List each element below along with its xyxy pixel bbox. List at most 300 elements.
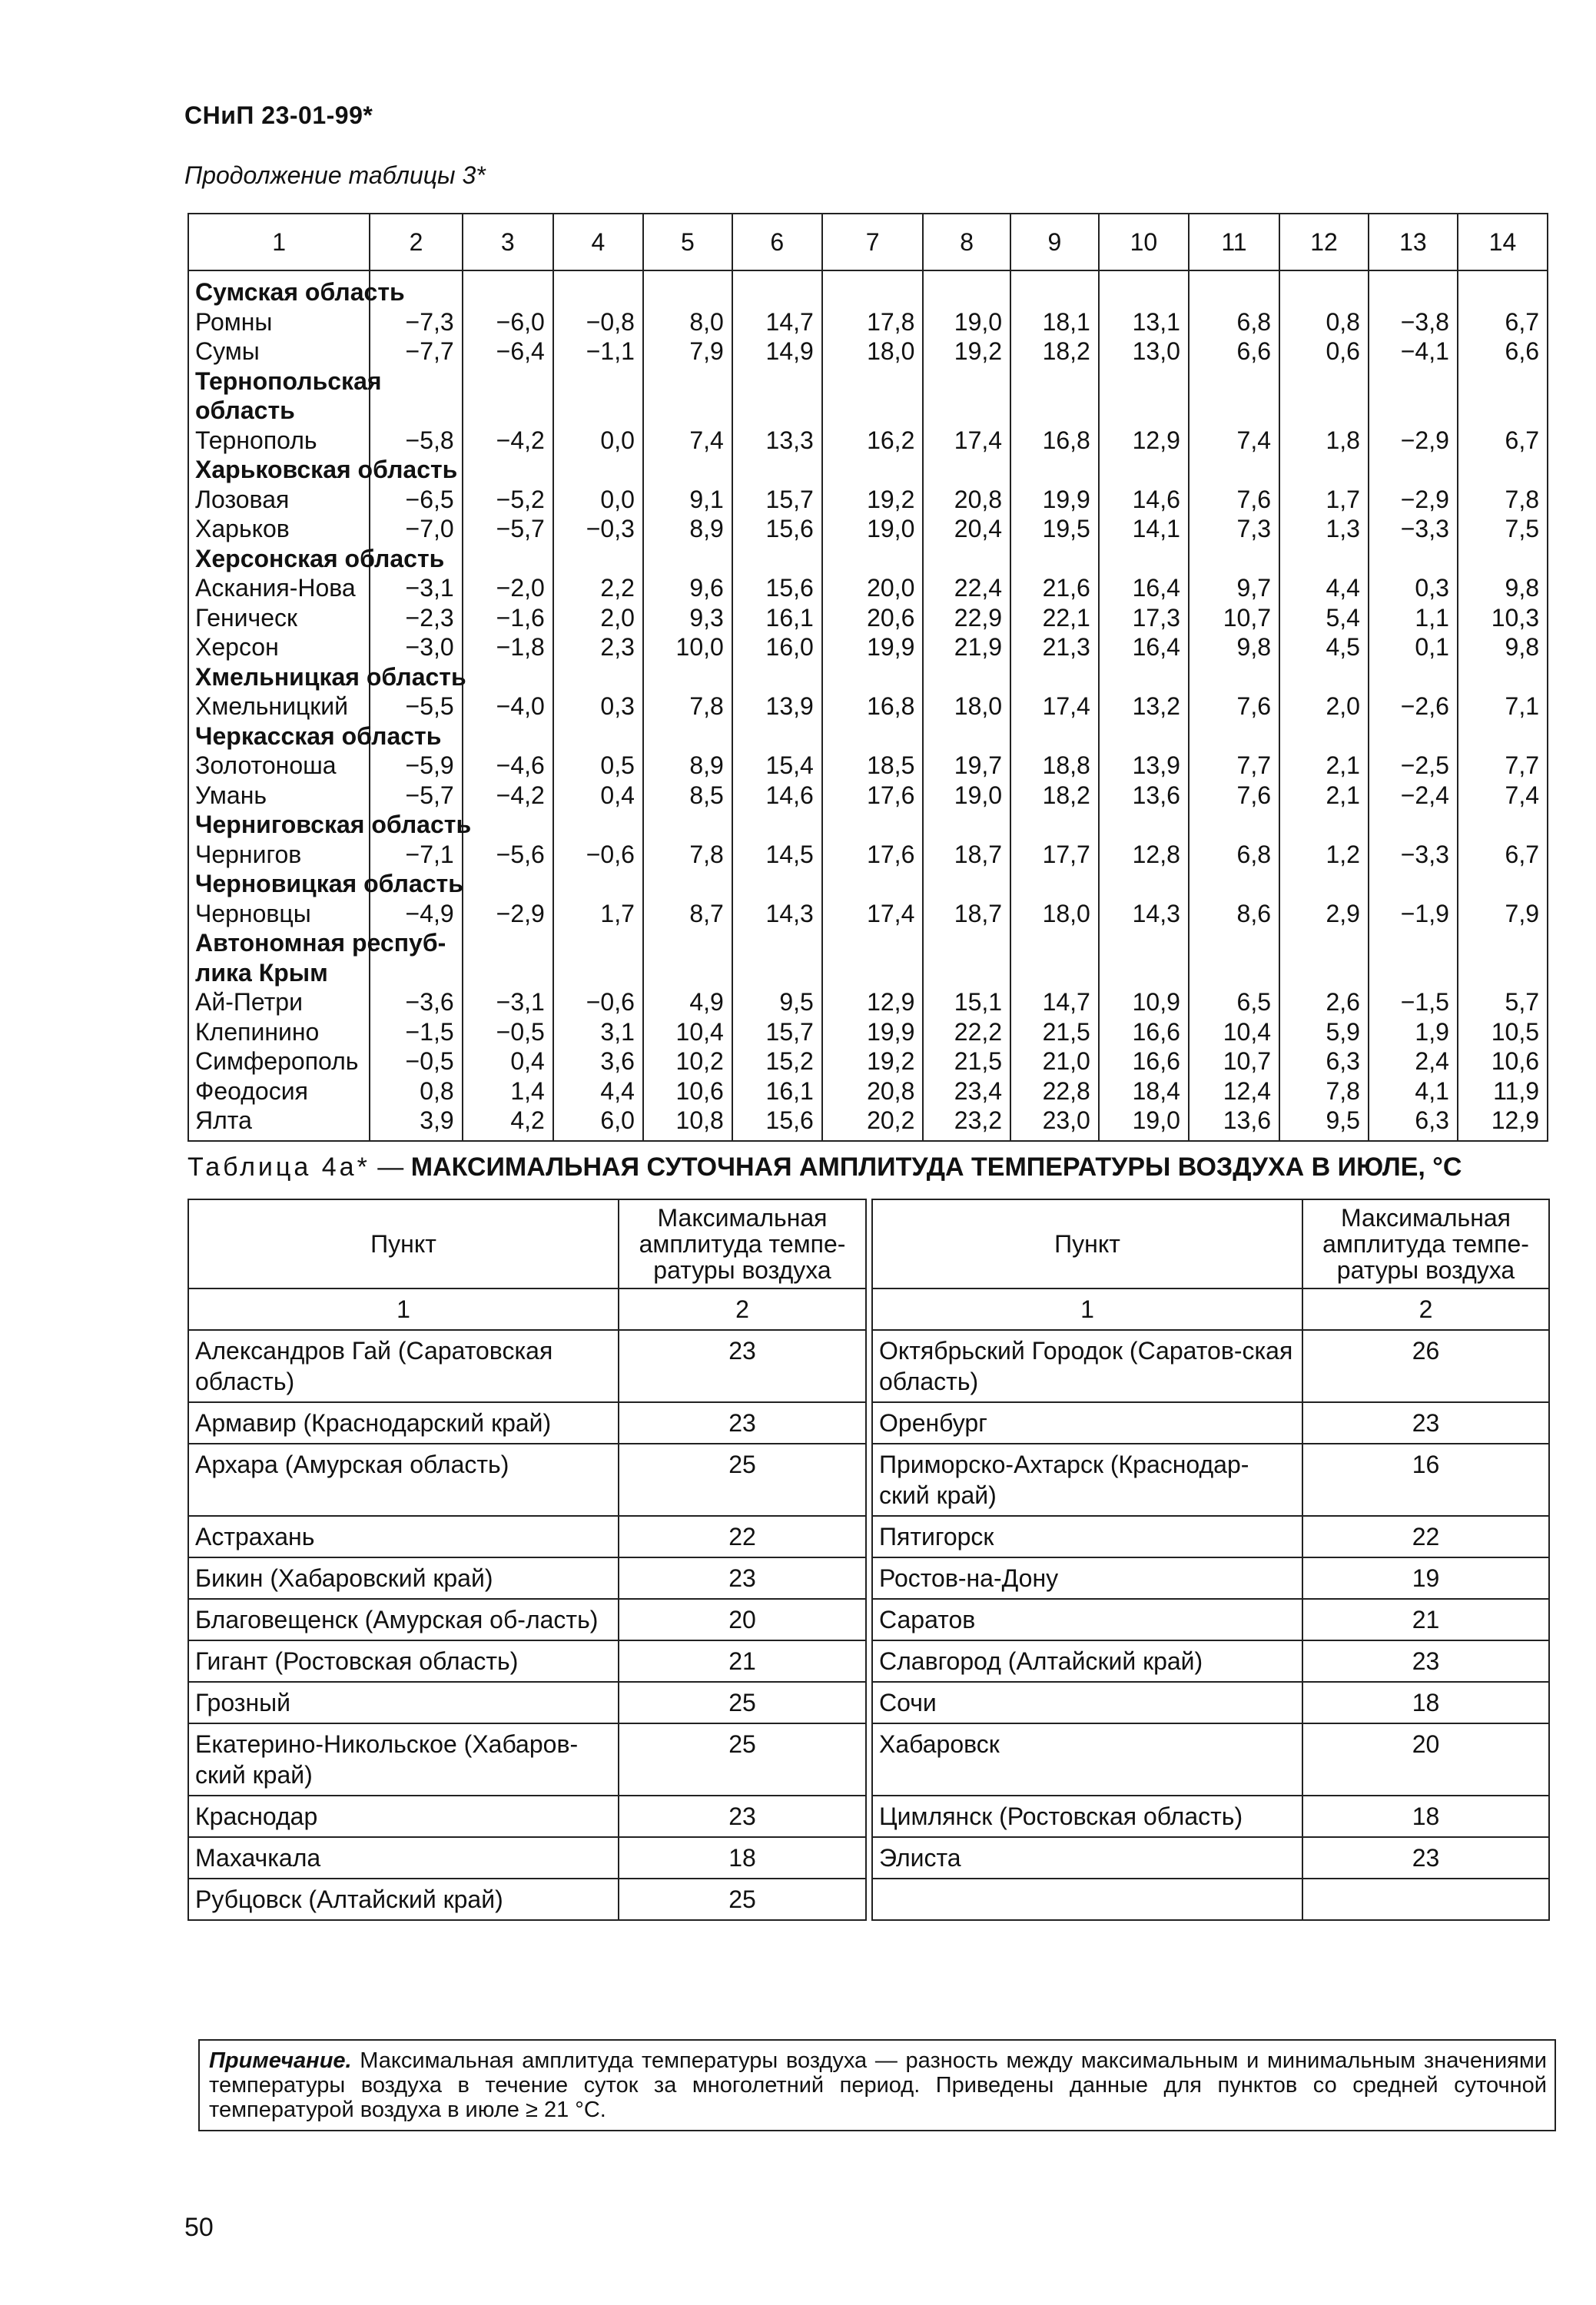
temperature-value: 21,9 — [954, 633, 1003, 661]
temperature-value: 16,0 — [765, 633, 814, 661]
temperature-value: −5,6 — [496, 840, 545, 868]
temperature-value: 10,8 — [675, 1106, 724, 1134]
temperature-value — [1369, 869, 1457, 899]
table-3-header-row — [188, 214, 1548, 270]
temperature-value: 22,2 — [954, 1017, 1003, 1046]
temperature-value: 9,5 — [1326, 1106, 1360, 1134]
temperature-value: −4,2 — [496, 426, 545, 454]
temperature-value — [644, 366, 732, 396]
table-3-values-column — [1279, 270, 1369, 1141]
temperature-value: 10,7 — [1223, 603, 1272, 632]
amplitude-value: 18 — [1302, 1682, 1549, 1723]
amplitude-value: 23 — [619, 1402, 866, 1444]
temperature-value: 10,7 — [1223, 1047, 1272, 1075]
temperature-value: −1,9 — [1400, 899, 1449, 927]
column-number: 11 — [1189, 214, 1279, 270]
temperature-value — [1458, 869, 1547, 899]
table-row — [188, 1599, 1549, 1640]
temperature-value: 18,7 — [954, 840, 1003, 868]
temperature-value: −5,9 — [405, 751, 454, 779]
temperature-value — [644, 544, 732, 574]
temperature-value: 14,9 — [765, 337, 814, 365]
temperature-value — [1011, 366, 1098, 396]
temperature-value: 6,5 — [1236, 988, 1272, 1016]
temperature-value — [1011, 928, 1098, 958]
temperature-value: −0,5 — [405, 1047, 454, 1075]
temperature-value: 0,1 — [1415, 633, 1449, 661]
temperature-value — [370, 958, 461, 988]
temperature-value: 18,2 — [1042, 337, 1090, 365]
temperature-value — [823, 277, 923, 307]
temperature-value: 19,5 — [1042, 515, 1090, 542]
column-number: 7 — [822, 214, 924, 270]
temperature-value — [1011, 455, 1098, 485]
amplitude-value: 26 — [1302, 1330, 1549, 1402]
temperature-value — [733, 721, 821, 751]
column-gap — [866, 1330, 872, 1402]
column-gap — [866, 1599, 872, 1640]
temperature-value — [1011, 810, 1098, 840]
temperature-value — [733, 277, 821, 307]
point-name: Сочи — [872, 1682, 1302, 1723]
column-header-amplitude: Максимальная амплитуда темпе-ратуры воздуха — [619, 1199, 866, 1288]
point-name: Пятигорск — [872, 1516, 1302, 1557]
temperature-value — [644, 721, 732, 751]
temperature-value: 20,8 — [954, 485, 1003, 513]
table-3-values-column — [553, 270, 643, 1141]
column-gap — [866, 1682, 872, 1723]
temperature-value — [1190, 928, 1279, 958]
temperature-value: −6,5 — [405, 485, 454, 513]
temperature-value: −4,6 — [496, 751, 545, 779]
region-heading: Тернопольская — [195, 366, 382, 395]
temperature-value: 19,0 — [954, 307, 1003, 336]
temperature-value — [924, 869, 1010, 899]
temperature-value: −1,8 — [496, 633, 545, 661]
temperature-value: 6,6 — [1236, 337, 1272, 365]
temperature-value: 19,2 — [867, 1047, 915, 1075]
column-gap — [866, 1444, 872, 1516]
temperature-value — [1100, 810, 1188, 840]
temperature-value: 7,9 — [1505, 899, 1539, 927]
temperature-value: 16,4 — [1132, 633, 1180, 661]
temperature-value — [1011, 662, 1098, 692]
temperature-value: 16,1 — [765, 603, 814, 632]
column-number: 4 — [553, 214, 643, 270]
temperature-value — [1458, 396, 1547, 426]
temperature-value: −2,9 — [1400, 485, 1449, 513]
temperature-value — [554, 396, 642, 426]
temperature-value: 0,3 — [1415, 574, 1449, 602]
table-row — [188, 1796, 1549, 1837]
temperature-value: 3,9 — [420, 1106, 454, 1134]
temperature-value: −1,5 — [1400, 988, 1449, 1016]
temperature-value: 20,4 — [954, 515, 1003, 542]
temperature-value — [1100, 396, 1188, 426]
temperature-value — [1190, 366, 1279, 396]
temperature-value — [1369, 721, 1457, 751]
temperature-value: −2,5 — [1400, 751, 1449, 779]
temperature-value — [1100, 277, 1188, 307]
temperature-value: 17,4 — [1042, 692, 1090, 720]
amplitude-value: 20 — [1302, 1723, 1549, 1796]
temperature-value: 18,0 — [1042, 899, 1090, 927]
temperature-value: 0,5 — [600, 751, 635, 779]
temperature-value — [823, 721, 923, 751]
place-name: Геническ — [195, 603, 297, 632]
temperature-value: 21,0 — [1042, 1047, 1090, 1075]
amplitude-value: 25 — [619, 1444, 866, 1516]
temperature-value — [1280, 544, 1368, 574]
temperature-value — [1369, 396, 1457, 426]
amplitude-value: 23 — [1302, 1402, 1549, 1444]
place-name: Симферополь — [195, 1047, 359, 1075]
page-number: 50 — [184, 2213, 214, 2242]
temperature-value: −0,6 — [586, 988, 635, 1016]
temperature-value: 12,8 — [1132, 840, 1180, 868]
temperature-value: 3,6 — [600, 1047, 635, 1075]
temperature-value — [924, 721, 1010, 751]
temperature-value: 13,1 — [1132, 307, 1180, 336]
temperature-value: 14,3 — [765, 899, 814, 927]
temperature-value: 7,5 — [1505, 515, 1539, 542]
temperature-value: 9,1 — [689, 485, 724, 513]
column-gap — [866, 1557, 872, 1599]
temperature-value: 8,5 — [689, 781, 724, 809]
temperature-value — [823, 662, 923, 692]
point-name: Краснодар — [188, 1796, 619, 1837]
temperature-value: 22,9 — [954, 603, 1003, 632]
temperature-value: 18,7 — [954, 899, 1003, 927]
temperature-value: 18,1 — [1042, 307, 1090, 336]
temperature-value — [463, 455, 552, 485]
temperature-value — [1100, 928, 1188, 958]
temperature-value — [924, 662, 1010, 692]
temperature-value: −2,3 — [405, 603, 454, 632]
temperature-value: 14,7 — [765, 307, 814, 336]
temperature-value: 10,6 — [675, 1076, 724, 1105]
amplitude-value: 18 — [619, 1837, 866, 1879]
place-name: Хмельницкий — [195, 692, 349, 720]
temperature-value: 14,1 — [1132, 515, 1180, 542]
table-4a-header-row — [188, 1199, 1549, 1288]
temperature-value — [1100, 721, 1188, 751]
temperature-value: 19,0 — [867, 515, 915, 542]
temperature-value: 3,1 — [600, 1017, 635, 1046]
temperature-value — [1369, 958, 1457, 988]
place-name: Ай-Петри — [195, 988, 303, 1016]
table-4a-heading: МАКСИМАЛЬНАЯ СУТОЧНАЯ АМПЛИТУДА ТЕМПЕРАТУРЫ ВОЗДУХА В ИЮЛЕ, °С — [410, 1152, 1462, 1182]
temperature-value: 8,9 — [689, 751, 724, 779]
temperature-value: 5,7 — [1505, 988, 1539, 1016]
region-heading: Сумская область — [195, 278, 405, 306]
temperature-value: −4,1 — [1400, 337, 1449, 365]
temperature-value: 2,0 — [600, 603, 635, 632]
table-row — [188, 1682, 1549, 1723]
temperature-value: −0,5 — [496, 1017, 545, 1046]
temperature-value: 2,4 — [1415, 1047, 1449, 1075]
temperature-value — [1190, 544, 1279, 574]
table-row — [188, 1640, 1549, 1682]
temperature-value: 8,9 — [689, 515, 724, 542]
temperature-value: −4,0 — [496, 692, 545, 720]
place-name: Херсон — [195, 633, 279, 661]
column-number: 12 — [1279, 214, 1369, 270]
temperature-value: −2,0 — [496, 574, 545, 602]
amplitude-value: 23 — [619, 1330, 866, 1402]
temperature-value: 15,6 — [765, 1106, 814, 1134]
temperature-value: −2,6 — [1400, 692, 1449, 720]
temperature-value — [1280, 721, 1368, 751]
column-index: 2 — [619, 1288, 866, 1330]
temperature-value: 16,2 — [867, 426, 915, 454]
point-name: Цимлянск (Ростовская область) — [872, 1796, 1302, 1837]
temperature-value: 13,0 — [1132, 337, 1180, 365]
column-gap — [866, 1402, 872, 1444]
place-name: Лозовая — [195, 485, 290, 513]
temperature-value: 12,4 — [1223, 1076, 1272, 1105]
temperature-value — [1280, 810, 1368, 840]
temperature-value: 10,3 — [1491, 603, 1539, 632]
temperature-value — [823, 928, 923, 958]
place-name: Чернигов — [195, 840, 302, 868]
point-name: Оренбург — [872, 1402, 1302, 1444]
region-heading: Автономная респуб- — [195, 929, 446, 957]
column-number: 6 — [732, 214, 822, 270]
point-name: Екатерино-Никольское (Хабаров-ский край) — [188, 1723, 619, 1796]
temperature-value: −2,9 — [1400, 426, 1449, 454]
temperature-value: 5,4 — [1326, 603, 1360, 632]
temperature-value: −7,3 — [405, 307, 454, 336]
temperature-value: 13,3 — [765, 426, 814, 454]
temperature-value — [554, 958, 642, 988]
temperature-value: −2,9 — [496, 899, 545, 927]
region-heading: Черкасская область — [195, 721, 442, 750]
temperature-value: 10,4 — [675, 1017, 724, 1046]
temperature-value: 4,2 — [510, 1106, 545, 1134]
amplitude-value: 25 — [619, 1723, 866, 1796]
temperature-value: −2,4 — [1400, 781, 1449, 809]
temperature-value: 0,8 — [420, 1076, 454, 1105]
table-3-values-column — [463, 270, 553, 1141]
temperature-value: 1,3 — [1326, 515, 1360, 542]
temperature-value: 18,0 — [867, 337, 915, 365]
temperature-value: 20,2 — [867, 1106, 915, 1134]
region-heading: область — [195, 396, 295, 424]
temperature-value: 14,7 — [1042, 988, 1090, 1016]
table-row — [188, 1402, 1549, 1444]
temperature-value — [644, 869, 732, 899]
temperature-value: 12,9 — [867, 988, 915, 1016]
point-name: Армавир (Краснодарский край) — [188, 1402, 619, 1444]
temperature-value — [1458, 662, 1547, 692]
column-index: 2 — [1302, 1288, 1549, 1330]
temperature-value: 10,6 — [1491, 1047, 1539, 1075]
temperature-value — [733, 455, 821, 485]
temperature-value: −3,6 — [405, 988, 454, 1016]
temperature-value — [463, 662, 552, 692]
temperature-value: 13,6 — [1223, 1106, 1272, 1134]
temperature-value: 5,9 — [1326, 1017, 1360, 1046]
column-number: 1 — [188, 214, 370, 270]
note-text: Максимальная амплитуда температуры воздуха — разность между максимальным и минимальным значениями температуры воздуха в течение суток за многолетний период. Приведены данные для пунктов со средней суточной температурой воздуха в июле ≥ 21 °С. — [209, 2048, 1547, 2122]
temperature-value — [733, 928, 821, 958]
column-gap — [866, 1516, 872, 1557]
temperature-value — [1190, 455, 1279, 485]
temperature-value: −5,5 — [405, 692, 454, 720]
temperature-value: −3,3 — [1400, 515, 1449, 542]
temperature-value — [924, 396, 1010, 426]
temperature-value: 15,6 — [765, 574, 814, 602]
temperature-value — [924, 544, 1010, 574]
amplitude-value: 23 — [1302, 1640, 1549, 1682]
place-name: Харьков — [195, 515, 290, 542]
temperature-value: −4,2 — [496, 781, 545, 809]
region-heading: Харьковская область — [195, 456, 458, 483]
temperature-value: 1,1 — [1415, 603, 1449, 632]
point-name: Архара (Амурская область) — [188, 1444, 619, 1516]
temperature-value — [733, 662, 821, 692]
temperature-value: 10,2 — [675, 1047, 724, 1075]
temperature-value: −3,3 — [1400, 840, 1449, 868]
temperature-value — [823, 958, 923, 988]
temperature-value: 14,3 — [1132, 899, 1180, 927]
column-number: 2 — [370, 214, 462, 270]
temperature-value: −7,7 — [405, 337, 454, 365]
point-name: Славгород (Алтайский край) — [872, 1640, 1302, 1682]
point-name: Саратов — [872, 1599, 1302, 1640]
temperature-value: 13,2 — [1132, 692, 1180, 720]
temperature-value — [1011, 869, 1098, 899]
temperature-value: 2,1 — [1326, 781, 1360, 809]
temperature-value — [463, 928, 552, 958]
column-gap — [866, 1837, 872, 1879]
temperature-value: 7,4 — [1236, 426, 1272, 454]
temperature-value — [1280, 958, 1368, 988]
temperature-value — [554, 544, 642, 574]
temperature-value: 22,8 — [1042, 1076, 1090, 1105]
temperature-value: 15,6 — [765, 515, 814, 542]
temperature-value: −1,6 — [496, 603, 545, 632]
place-name: Умань — [195, 781, 267, 809]
temperature-value: 0,4 — [510, 1047, 545, 1075]
temperature-value: 6,8 — [1236, 840, 1272, 868]
column-header-point: Пункт — [188, 1199, 619, 1288]
point-name — [872, 1879, 1302, 1920]
temperature-value — [370, 366, 461, 396]
temperature-value — [733, 869, 821, 899]
temperature-value — [1100, 958, 1188, 988]
point-name: Хабаровск — [872, 1723, 1302, 1796]
temperature-value: 9,8 — [1505, 574, 1539, 602]
temperature-value: −1,1 — [586, 337, 635, 365]
temperature-value: 1,8 — [1326, 426, 1360, 454]
temperature-value — [554, 455, 642, 485]
table-3-values-column — [1099, 270, 1189, 1141]
temperature-value — [1280, 455, 1368, 485]
amplitude-value — [1302, 1879, 1549, 1920]
temperature-value: 10,4 — [1223, 1017, 1272, 1046]
point-name: Астрахань — [188, 1516, 619, 1557]
temperature-value: 21,6 — [1042, 574, 1090, 602]
table-3-values-column — [732, 270, 822, 1141]
temperature-value: 22,4 — [954, 574, 1003, 602]
temperature-value — [1190, 662, 1279, 692]
temperature-value: 1,9 — [1415, 1017, 1449, 1046]
temperature-value — [1280, 366, 1368, 396]
point-name: Благовещенск (Амурская об-ласть) — [188, 1599, 619, 1640]
amplitude-value: 20 — [619, 1599, 866, 1640]
temperature-value: 14,6 — [765, 781, 814, 809]
temperature-value — [733, 544, 821, 574]
temperature-value: 18,5 — [867, 751, 915, 779]
temperature-value: 23,2 — [954, 1106, 1003, 1134]
temperature-value — [1458, 366, 1547, 396]
temperature-value — [644, 662, 732, 692]
column-header-point: Пункт — [872, 1199, 1302, 1288]
temperature-value: 7,8 — [1326, 1076, 1360, 1105]
temperature-value: 4,1 — [1415, 1076, 1449, 1105]
temperature-value — [924, 928, 1010, 958]
temperature-value — [733, 366, 821, 396]
temperature-value — [644, 455, 732, 485]
temperature-value — [1458, 455, 1547, 485]
temperature-value — [1369, 662, 1457, 692]
table-4a — [187, 1199, 1550, 1921]
amplitude-value: 21 — [619, 1640, 866, 1682]
table-4a-label: Таблица 4а* — [187, 1152, 370, 1182]
temperature-value: 0,3 — [600, 692, 635, 720]
temperature-value: 7,8 — [689, 840, 724, 868]
temperature-value: 14,6 — [1132, 485, 1180, 513]
amplitude-value: 22 — [619, 1516, 866, 1557]
temperature-value — [1369, 455, 1457, 485]
temperature-value: 0,0 — [600, 426, 635, 454]
column-index: 1 — [872, 1288, 1302, 1330]
temperature-value: 19,9 — [867, 633, 915, 661]
temperature-value — [370, 396, 461, 426]
temperature-value: 19,0 — [954, 781, 1003, 809]
temperature-value: 17,6 — [867, 781, 915, 809]
column-gap — [866, 1199, 872, 1288]
temperature-value: 15,7 — [765, 485, 814, 513]
temperature-value — [1369, 277, 1457, 307]
table-row — [188, 1723, 1549, 1796]
column-number: 13 — [1369, 214, 1458, 270]
temperature-value: 8,6 — [1236, 899, 1272, 927]
table-3-values-column — [1010, 270, 1099, 1141]
point-name: Бикин (Хабаровский край) — [188, 1557, 619, 1599]
temperature-value: 20,6 — [867, 603, 915, 632]
temperature-value — [1458, 277, 1547, 307]
column-gap — [866, 1796, 872, 1837]
temperature-value: 19,2 — [867, 485, 915, 513]
temperature-value: 7,7 — [1505, 751, 1539, 779]
column-number: 9 — [1010, 214, 1099, 270]
temperature-value: 16,8 — [1042, 426, 1090, 454]
temperature-value: 17,4 — [867, 899, 915, 927]
temperature-value: 6,7 — [1505, 426, 1539, 454]
column-gap — [866, 1723, 872, 1796]
temperature-value — [1369, 928, 1457, 958]
temperature-value: 12,9 — [1132, 426, 1180, 454]
point-name: Александров Гай (Саратовская область) — [188, 1330, 619, 1402]
temperature-value: 0,8 — [1326, 307, 1360, 336]
temperature-value: −3,8 — [1400, 307, 1449, 336]
temperature-value: 1,4 — [510, 1076, 545, 1105]
temperature-value: −1,5 — [405, 1017, 454, 1046]
temperature-value: 7,1 — [1505, 692, 1539, 720]
